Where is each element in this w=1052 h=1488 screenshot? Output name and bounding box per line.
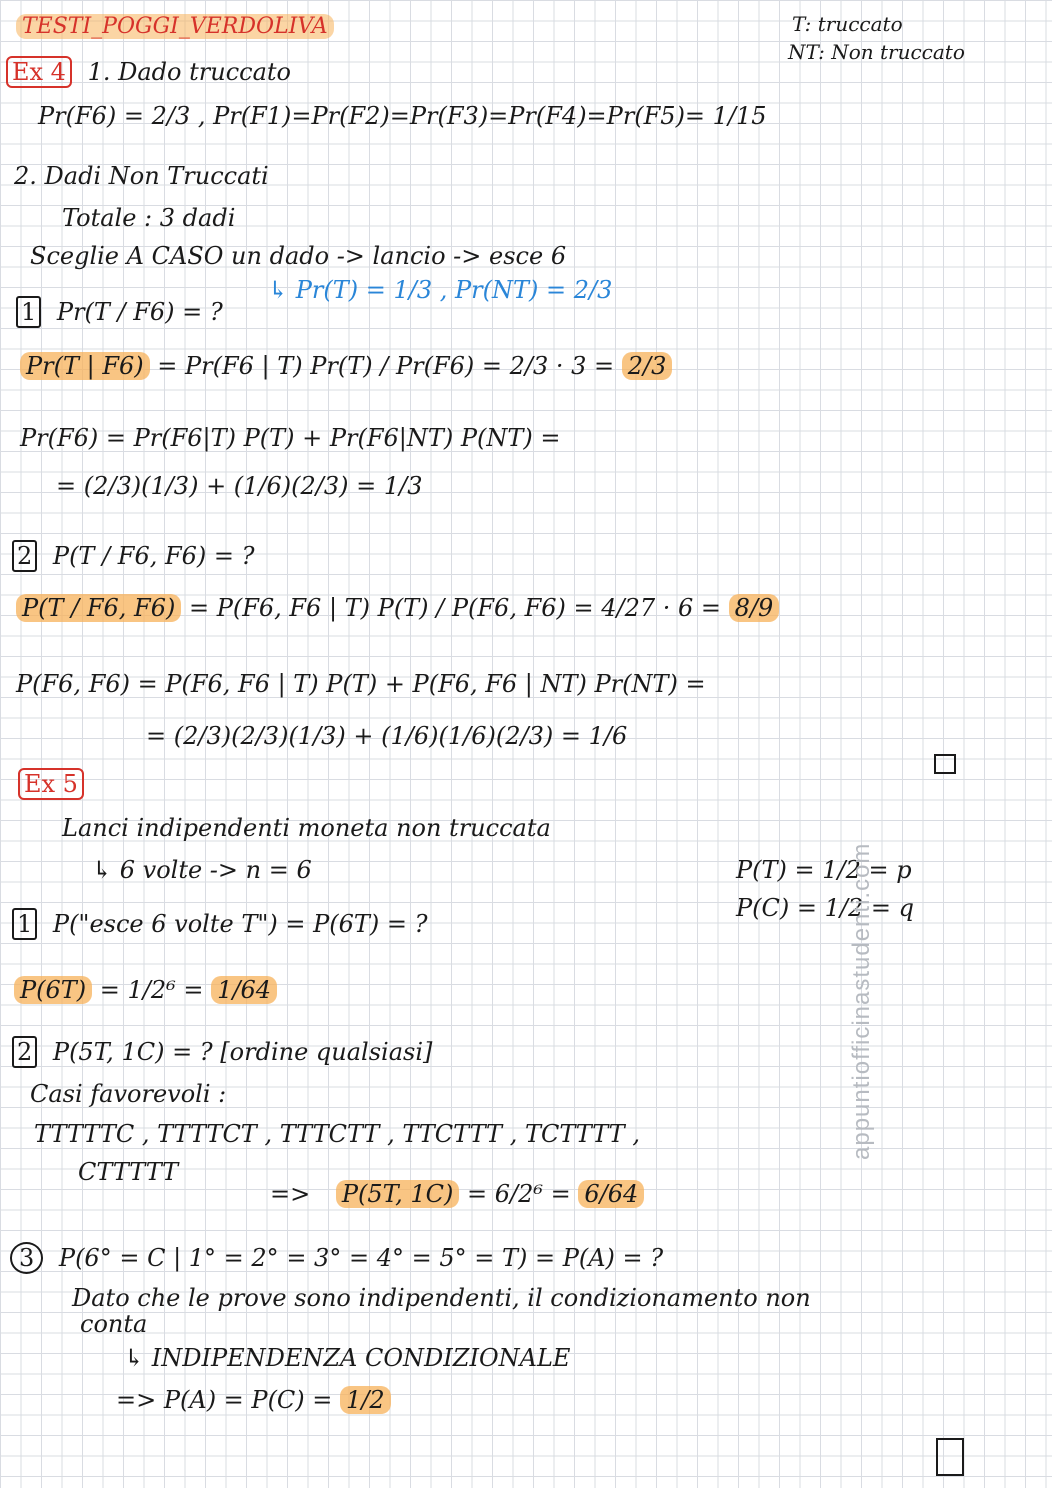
ex4-q1-number: 1: [16, 296, 41, 328]
ex5-q3-expl1: Dato che le prove sono indipendenti, il condizionamento non: [72, 1284, 811, 1312]
indep-text: INDIPENDENZA CONDIZIONALE: [151, 1344, 571, 1372]
ex4-q2-lhs: P(T / F6, F6): [16, 594, 181, 622]
watermark: appuntiofficinastudenti.com: [848, 842, 875, 1160]
ex4-part2-choose: Sceglie A CASO un dado -> lancio -> esce 6: [30, 242, 567, 270]
ex5-q2-solution: [270, 1180, 644, 1208]
ex5-q3-text: P(6° = C | 1° = 2° = 3° = 4° = 5° = T) = P(A) = ?: [58, 1244, 664, 1272]
ex4-q2-line1: P(F6, F6) = P(F6, F6 | T) P(T) + P(F6, F6 | NT) Pr(NT) =: [16, 670, 706, 698]
ex5-q1-number: 1: [12, 908, 37, 940]
ex5-q2-lhs: P(5T, 1C): [336, 1180, 460, 1208]
ex4-q2-text: P(T / F6, F6) = ?: [52, 542, 255, 570]
ex5-intro: Lanci indipendenti moneta non truccata: [62, 814, 551, 842]
ex5-q2-list1: TTTTTC , TTTTCT , TTTCTT , TTCTTT , TCTTTT ,: [34, 1120, 640, 1148]
ex4-part1-title: 1. Dado truccato: [87, 58, 291, 86]
ex5-q2-list2: CTTTTT: [78, 1158, 179, 1186]
ex4-q1-pf6-line1: Pr(F6) = Pr(F6|T) P(T) + Pr(F6|NT) P(NT) =: [20, 424, 561, 452]
ex5-q3-result: 1/2: [340, 1386, 391, 1414]
ex5-q2: [12, 1038, 432, 1066]
ex4-q1: [16, 298, 223, 326]
times-text: 6 volte -> n = 6: [119, 856, 312, 884]
ex5-q2-result: 6/64: [578, 1180, 644, 1208]
ex5-pt: P(T) = 1/2 = p: [736, 856, 912, 884]
ex4-part2-total: Totale : 3 dadi: [62, 204, 236, 232]
ex4-part1-formula: Pr(F6) = 2/3 , Pr(F1)=Pr(F2)=Pr(F3)=Pr(F4)=Pr(F5)= 1/15: [38, 102, 767, 130]
ex4-q2-number: 2: [12, 540, 37, 572]
arrow-icon: ↳: [124, 1344, 152, 1372]
ex5-q1-solution: [14, 976, 277, 1004]
title-text: TESTI_POGGI_VERDOLIVA: [16, 14, 334, 39]
ex5-q2-text: P(5T, 1C) = ? [ordine qualsiasi]: [52, 1038, 433, 1066]
legend-truccato: T: truccato: [792, 12, 903, 36]
probs-text: Pr(T) = 1/3 , Pr(NT) = 2/3: [295, 276, 613, 304]
ex4-q2-line2: = (2/3)(2/3)(1/3) + (1/6)(1/6)(2/3) = 1/6: [146, 722, 628, 750]
ex4-q1-pf6-line2: = (2/3)(1/3) + (1/6)(2/3) = 1/3: [56, 472, 423, 500]
page-title: [16, 14, 334, 39]
ex4-q1-text: Pr(T / F6) = ?: [56, 298, 223, 326]
end-of-proof-icon: [934, 754, 956, 774]
ex5-q3-final: [116, 1386, 391, 1414]
ex5-q3-indep: [124, 1344, 570, 1372]
ex4-q2-rhs: = P(F6, F6 | T) P(T) / P(F6, F6) = 4/27 · 6 =: [188, 594, 722, 622]
ex4-heading: [6, 58, 291, 86]
ex5-q2-arrow: =>: [270, 1180, 311, 1208]
ex5-times: [92, 856, 312, 884]
legend-non-truccato: NT: Non truccato: [788, 40, 965, 64]
ex5-q1-rhs: = 1/2⁶ =: [99, 976, 204, 1004]
ex5-q1-text: P("esce 6 volte T") = P(6T) = ?: [52, 910, 428, 938]
ex4-q1-rhs: = Pr(F6 | T) Pr(T) / Pr(F6) = 2/3 · 3 =: [157, 352, 615, 380]
ex5-heading: [18, 770, 84, 798]
ex4-q2-solution: [16, 594, 779, 622]
ex4-q1-result: 2/3: [622, 352, 673, 380]
ex5-q2-cases: Casi favorevoli :: [30, 1080, 227, 1108]
ex5-q3-final-lhs: => P(A) = P(C) =: [116, 1386, 333, 1414]
ex5-q2-number: 2: [12, 1036, 37, 1068]
ex5-q3: [10, 1244, 663, 1272]
ex5-q3-expl2: conta: [80, 1310, 148, 1338]
ex4-q2-result: 8/9: [729, 594, 780, 622]
ex5-q1-result: 1/64: [211, 976, 277, 1004]
ex4-label: Ex 4: [6, 56, 72, 88]
ex5-q1: [12, 910, 428, 938]
end-of-proof-icon: [936, 1438, 964, 1476]
ex5-q3-number: 3: [10, 1242, 43, 1274]
ex5-label: Ex 5: [18, 768, 84, 800]
ex5-q2-rhs: = 6/2⁶ =: [467, 1180, 571, 1208]
arrow-icon: ↳: [268, 276, 296, 304]
ex5-q1-lhs: P(6T): [14, 976, 92, 1004]
ex4-q2: [12, 542, 254, 570]
ex4-q1-lhs: Pr(T | F6): [20, 352, 150, 380]
ex5-pc: P(C) = 1/2 = q: [736, 894, 914, 922]
ex4-part2-title: 2. Dadi Non Truccati: [14, 162, 269, 190]
ex4-part2-probs: [268, 276, 612, 304]
arrow-icon: ↳: [92, 856, 120, 884]
ex4-q1-solution: [20, 352, 672, 380]
